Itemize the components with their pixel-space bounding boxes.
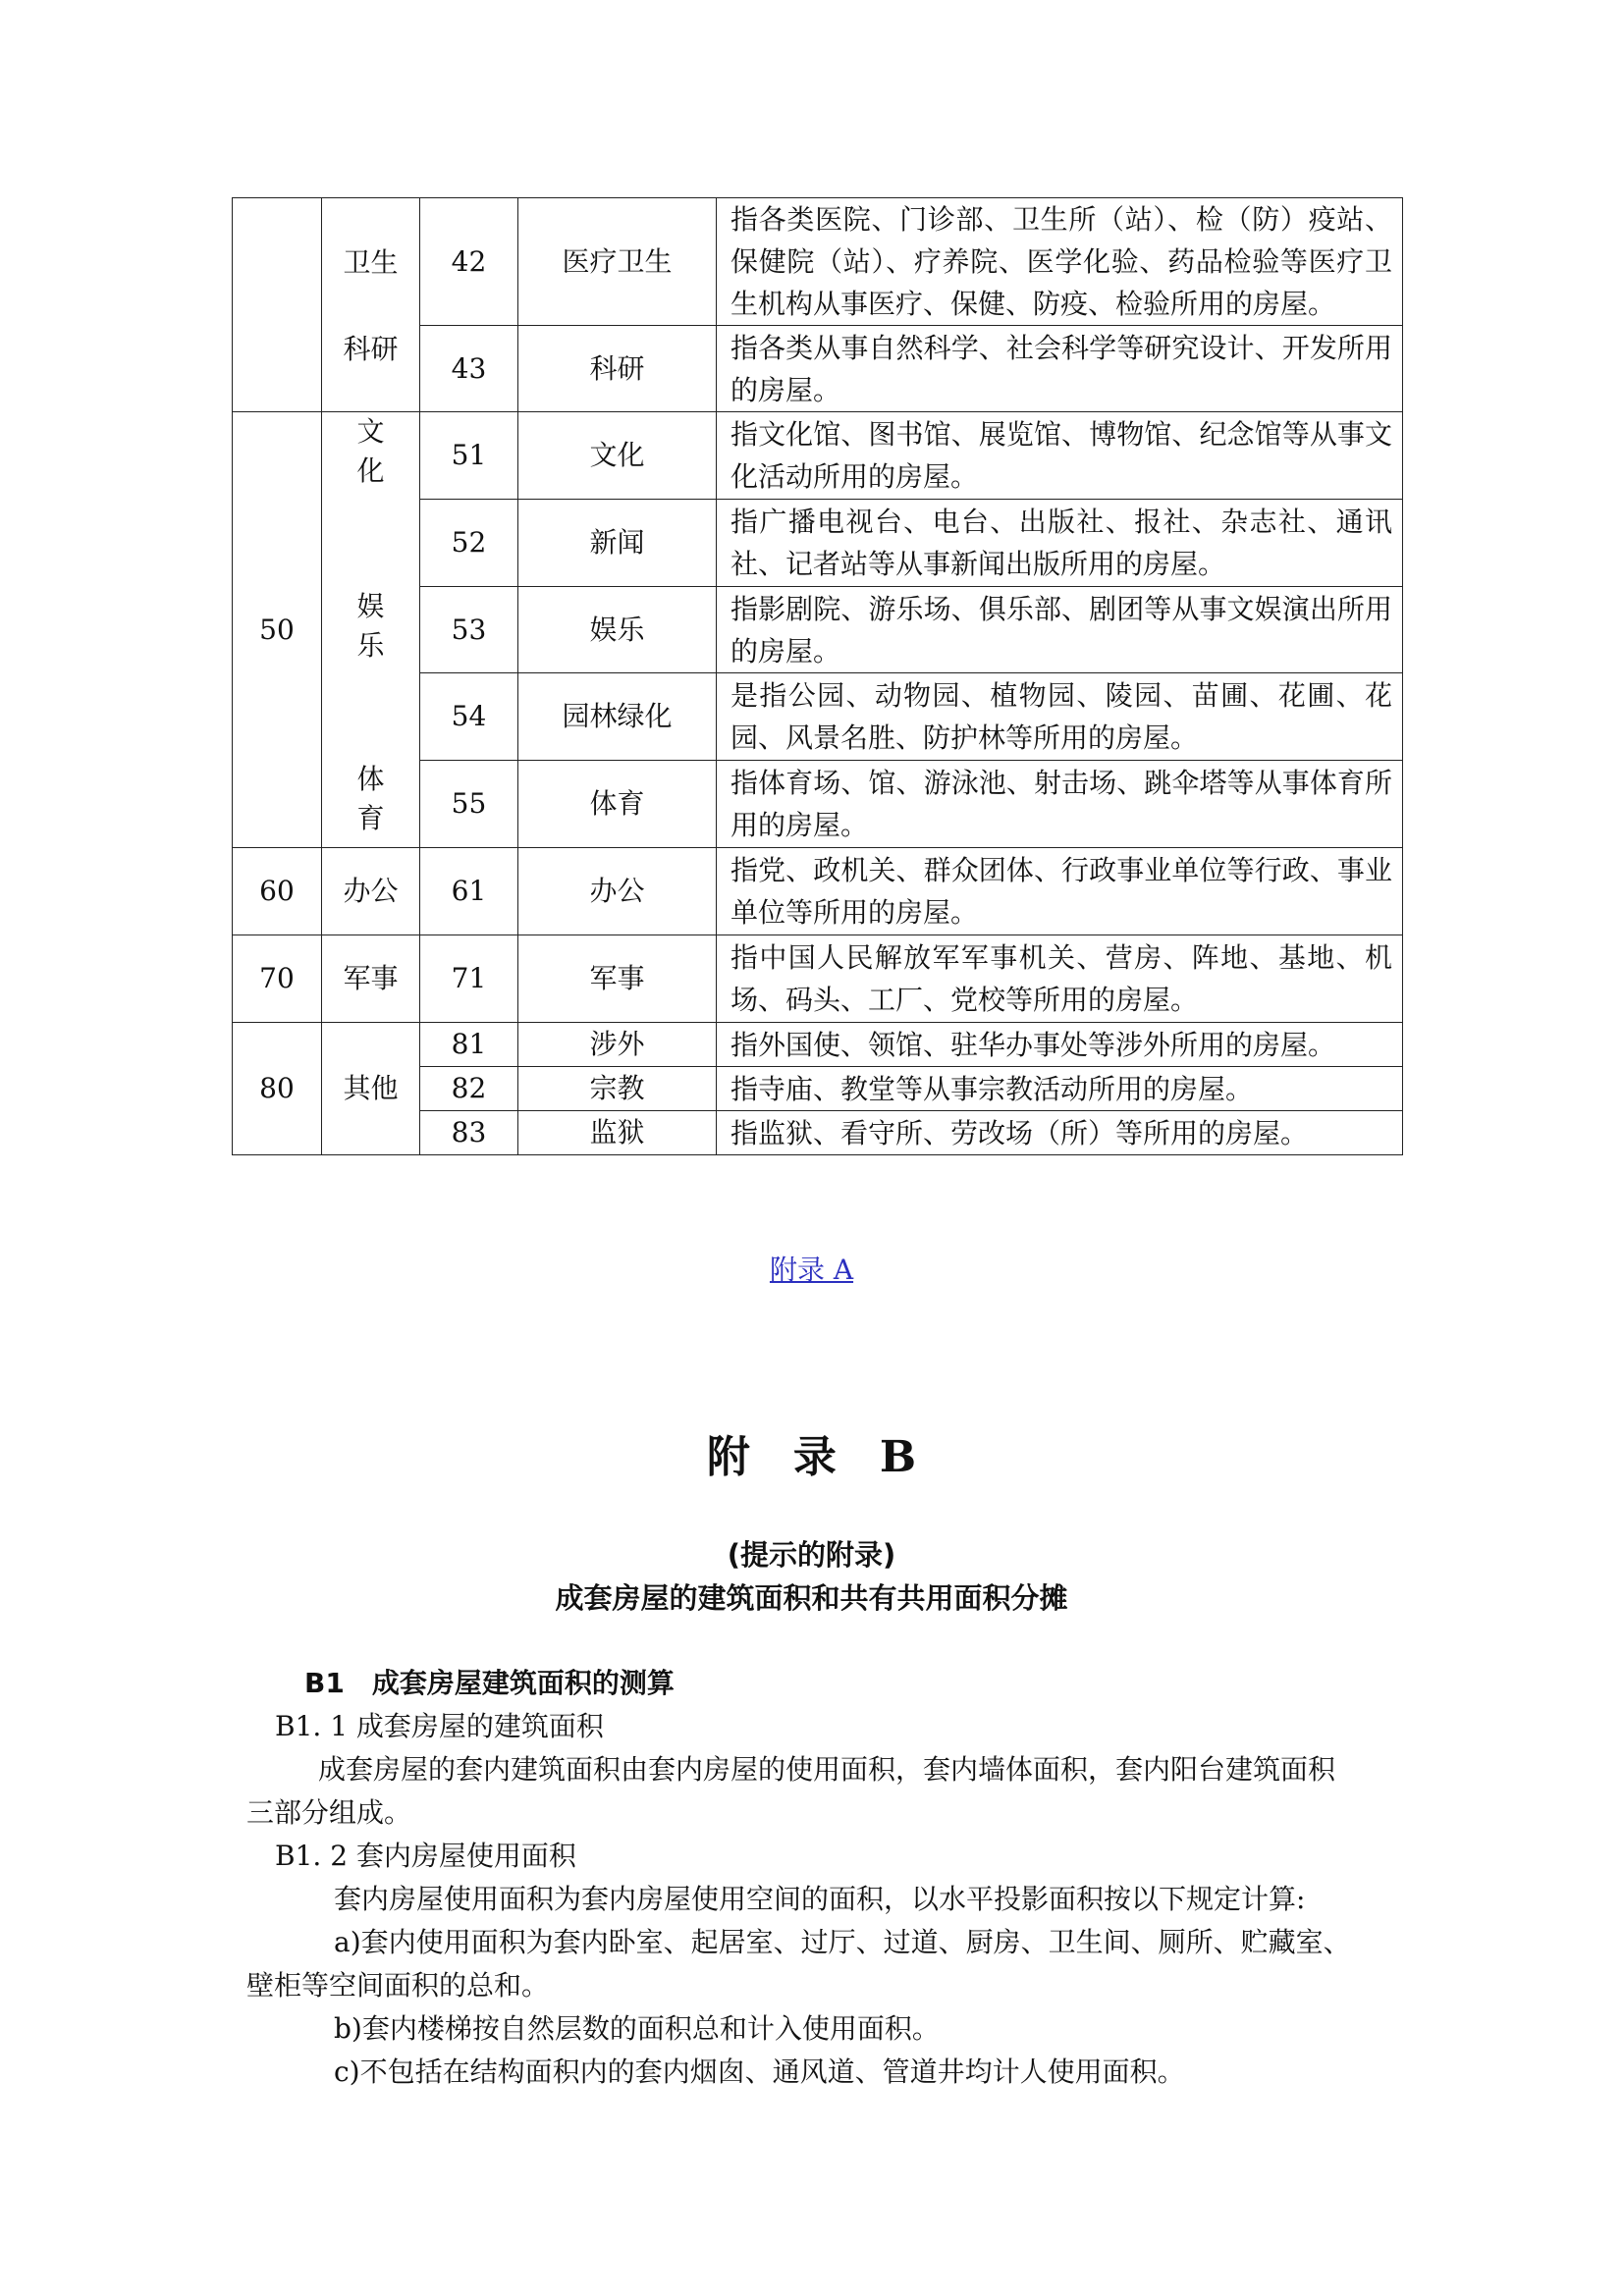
group-code-cell: 50	[233, 412, 322, 848]
group-category-cell: 办公	[322, 848, 420, 935]
category-label: 科研	[343, 333, 399, 365]
table-row	[233, 198, 1403, 326]
paragraph-line: 套内房屋使用面积为套内房屋使用空间的面积，以水平投影面积按以下规定计算:	[334, 1883, 1306, 1915]
section-heading-b1-2: B1. 2 套内房屋使用面积	[275, 1840, 576, 1872]
name-cell: 军事	[518, 935, 717, 1023]
paragraph-line: 三部分组成。	[246, 1796, 412, 1829]
name-cell: 体育	[518, 761, 717, 848]
category-label: 卫生	[343, 246, 399, 279]
name-cell: 宗教	[518, 1067, 717, 1111]
desc-cell: 指党、政机关、群众团体、行政事业单位等行政、事业单位等所用的房屋。	[717, 848, 1403, 935]
name-cell: 医疗卫生	[518, 198, 717, 326]
group-code-cell: 70	[233, 935, 322, 1023]
code-cell: 71	[420, 935, 518, 1023]
desc-cell: 指外国使、领馆、驻华办事处等涉外所用的房屋。	[717, 1023, 1403, 1067]
table-row	[233, 412, 1403, 500]
name-cell: 新闻	[518, 500, 717, 587]
appendix-title: 附 录 B	[706, 1432, 917, 1482]
group-category-cell: 军事	[322, 935, 420, 1023]
category-label: 文	[356, 415, 385, 448]
appendix-note: (提示的附录)	[727, 1538, 896, 1572]
table-row	[233, 848, 1403, 935]
category-label: 体	[356, 763, 385, 795]
list-item-a: a)套内使用面积为套内卧室、起居室、过厅、过道、厨房、卫生间、厕所、贮藏室、	[334, 1926, 1351, 1958]
desc-cell: 指监狱、看守所、劳改场（所）等所用的房屋。	[717, 1111, 1403, 1155]
code-cell: 81	[420, 1023, 518, 1067]
group-code-cell	[233, 198, 322, 412]
paragraph-line: 成套房屋的套内建筑面积由套内房屋的使用面积，套内墙体面积，套内阳台建筑面积	[318, 1753, 1336, 1786]
appendix-subtitle: 成套房屋的建筑面积和共有共用面积分摊	[555, 1581, 1068, 1615]
code-cell: 53	[420, 587, 518, 673]
desc-cell: 指各类从事自然科学、社会科学等研究设计、开发所用的房屋。	[717, 326, 1403, 412]
code-cell: 55	[420, 761, 518, 848]
group-code-cell: 80	[233, 1023, 322, 1155]
name-cell: 办公	[518, 848, 717, 935]
category-label: 娱	[356, 590, 385, 622]
appendix-a-link[interactable]: 附录 A	[769, 1254, 854, 1286]
table-row	[233, 935, 1403, 1023]
classification-table	[232, 197, 1403, 1155]
code-cell: 83	[420, 1111, 518, 1155]
desc-cell: 指寺庙、教堂等从事宗教活动所用的房屋。	[717, 1067, 1403, 1111]
code-cell: 54	[420, 673, 518, 761]
code-cell: 52	[420, 500, 518, 587]
desc-cell: 指各类医院、门诊部、卫生所（站）、检（防）疫站、保健院（站）、疗养院、医学化验、药品检验等医疗卫生机构从事医疗、保健、防疫、检验所用的房屋。	[717, 198, 1403, 326]
desc-cell: 指广播电视台、电台、出版社、报社、杂志社、通讯社、记者站等从事新闻出版所用的房屋。	[717, 500, 1403, 587]
code-cell: 82	[420, 1067, 518, 1111]
table-row	[233, 1023, 1403, 1067]
code-cell: 51	[420, 412, 518, 500]
section-heading-b1: B1 成套房屋建筑面积的测算	[304, 1667, 675, 1699]
name-cell: 科研	[518, 326, 717, 412]
group-category-cell	[322, 198, 420, 412]
group-category-cell: 其他	[322, 1023, 420, 1155]
name-cell: 园林绿化	[518, 673, 717, 761]
name-cell: 监狱	[518, 1111, 717, 1155]
desc-cell: 指体育场、馆、游泳池、射击场、跳伞塔等从事体育所用的房屋。	[717, 761, 1403, 848]
group-category-cell	[322, 412, 420, 848]
code-cell: 43	[420, 326, 518, 412]
desc-cell: 指中国人民解放军军事机关、营房、阵地、基地、机场、码头、工厂、党校等所用的房屋。	[717, 935, 1403, 1023]
list-item-c: c)不包括在结构面积内的套内烟囱、通风道、管道井均计人使用面积。	[334, 2056, 1185, 2088]
name-cell: 娱乐	[518, 587, 717, 673]
code-cell: 42	[420, 198, 518, 326]
list-item-a-continued: 壁柜等空间面积的总和。	[246, 1969, 550, 2002]
desc-cell: 是指公园、动物园、植物园、陵园、苗圃、花圃、花园、风景名胜、防护林等所用的房屋。	[717, 673, 1403, 761]
list-item-b: b)套内楼梯按自然层数的面积总和计入使用面积。	[334, 2012, 940, 2045]
category-label: 化	[356, 454, 385, 487]
desc-cell: 指影剧院、游乐场、俱乐部、剧团等从事文娱演出所用的房屋。	[717, 587, 1403, 673]
category-label: 乐	[356, 629, 385, 662]
name-cell: 文化	[518, 412, 717, 500]
name-cell: 涉外	[518, 1023, 717, 1067]
category-label: 育	[356, 802, 385, 834]
section-heading-b1-1: B1. 1 成套房屋的建筑面积	[275, 1710, 604, 1742]
code-cell: 61	[420, 848, 518, 935]
desc-cell: 指文化馆、图书馆、展览馆、博物馆、纪念馆等从事文化活动所用的房屋。	[717, 412, 1403, 500]
group-code-cell: 60	[233, 848, 322, 935]
